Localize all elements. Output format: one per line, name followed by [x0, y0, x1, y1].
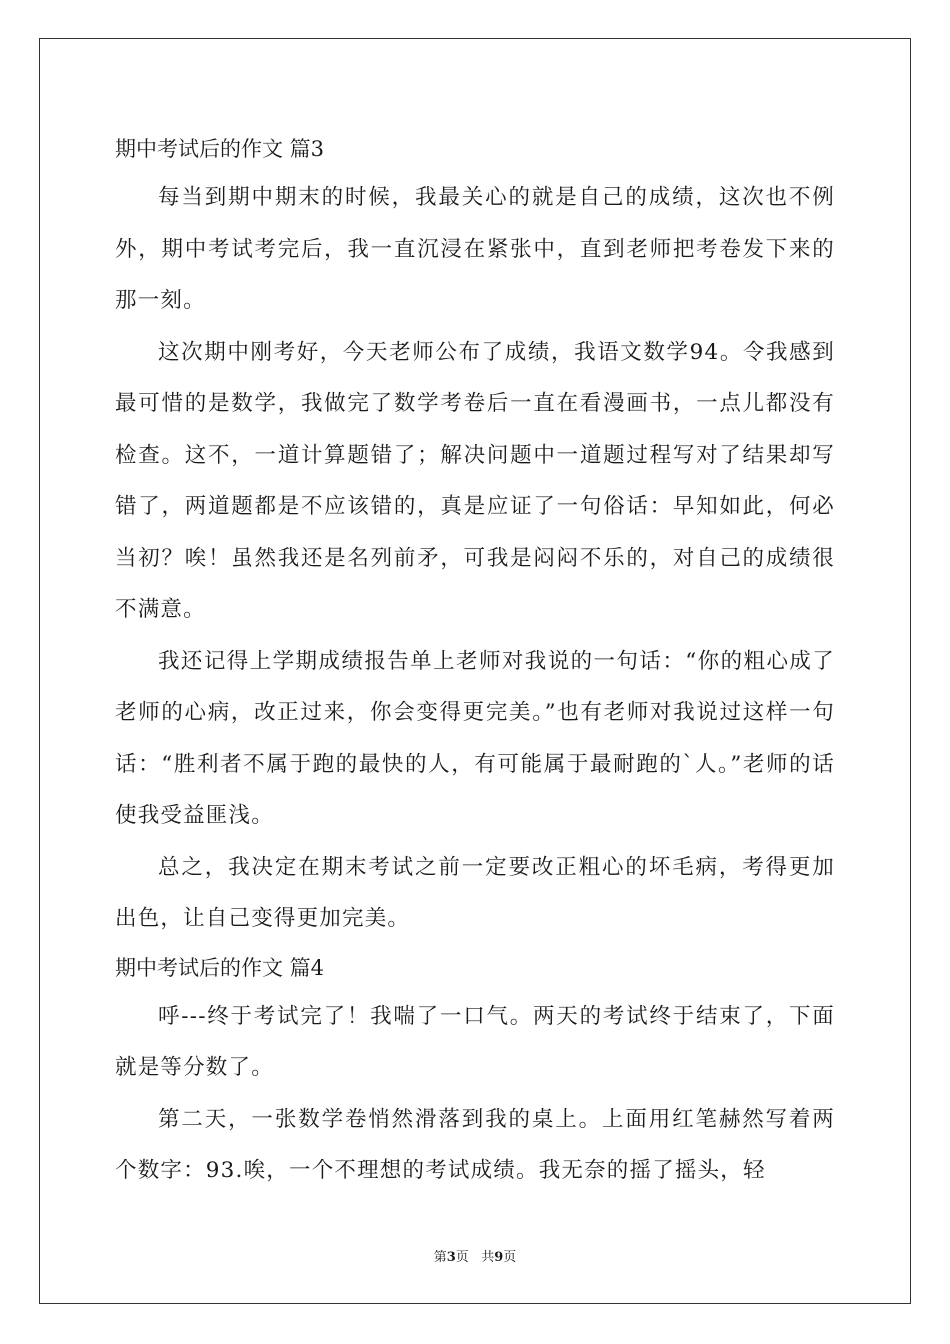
total-page-number: 9 — [494, 1250, 504, 1265]
section-4 — [115, 945, 835, 1197]
paragraph: 呼---终于考试完了！我喘了一口气。两天的考试终于结束了，下面就是等分数了。 — [115, 1003, 835, 1080]
section-heading: 期中考试后的作文 篇3 — [115, 137, 325, 161]
section-3 — [115, 126, 835, 945]
paragraph: 总之，我决定在期末考试之前一定要改正粗心的坏毛病，考得更加出色，让自己变得更加完美。 — [115, 854, 835, 931]
page-prefix: 第 — [433, 1250, 447, 1265]
paragraph: 这次期中刚考好，今天老师公布了成绩，我语文数学94。令我感到最可惜的是数学，我做完了数学考卷后一直在看漫画书，一点儿都没有检查。这不，一道计算题错了；解决问题中一道题过程写对了结果却写错了，两道题都是不应该错的，真是应证了一句俗话：早知如此，何必当初？唉！虽然我还是名列前矛，可我是闷闷不乐的，对自己的成绩很不满意。 — [115, 339, 835, 622]
total-suffix: 页 — [503, 1250, 517, 1265]
page-footer — [0, 1246, 950, 1265]
current-page-number: 3 — [446, 1250, 456, 1265]
section-heading: 期中考试后的作文 篇4 — [115, 955, 325, 980]
paragraph: 第二天，一张数学卷悄然滑落到我的桌上。上面用红笔赫然写着两个数字：93.唉，一个不理想的考试成绩。我无奈的摇了摇头，轻 — [115, 1106, 835, 1183]
total-prefix: 共 — [481, 1250, 495, 1265]
page-suffix: 页 — [455, 1250, 469, 1265]
document-body — [115, 126, 835, 1197]
paragraph: 每当到期中期末的时候，我最关心的就是自己的成绩，这次也不例外，期中考试考完后，我一直沉浸在紧张中，直到老师把考卷发下来的那一刻。 — [115, 185, 835, 313]
paragraph: 我还记得上学期成绩报告单上老师对我说的一句话：“你的粗心成了老师的心病，改正过来，你会变得更完美。”也有老师对我说过这样一句话：“胜利者不属于跑的最快的人，有可能属于最耐跑的`人。”老师的话使我受益匪浅。 — [115, 648, 835, 828]
